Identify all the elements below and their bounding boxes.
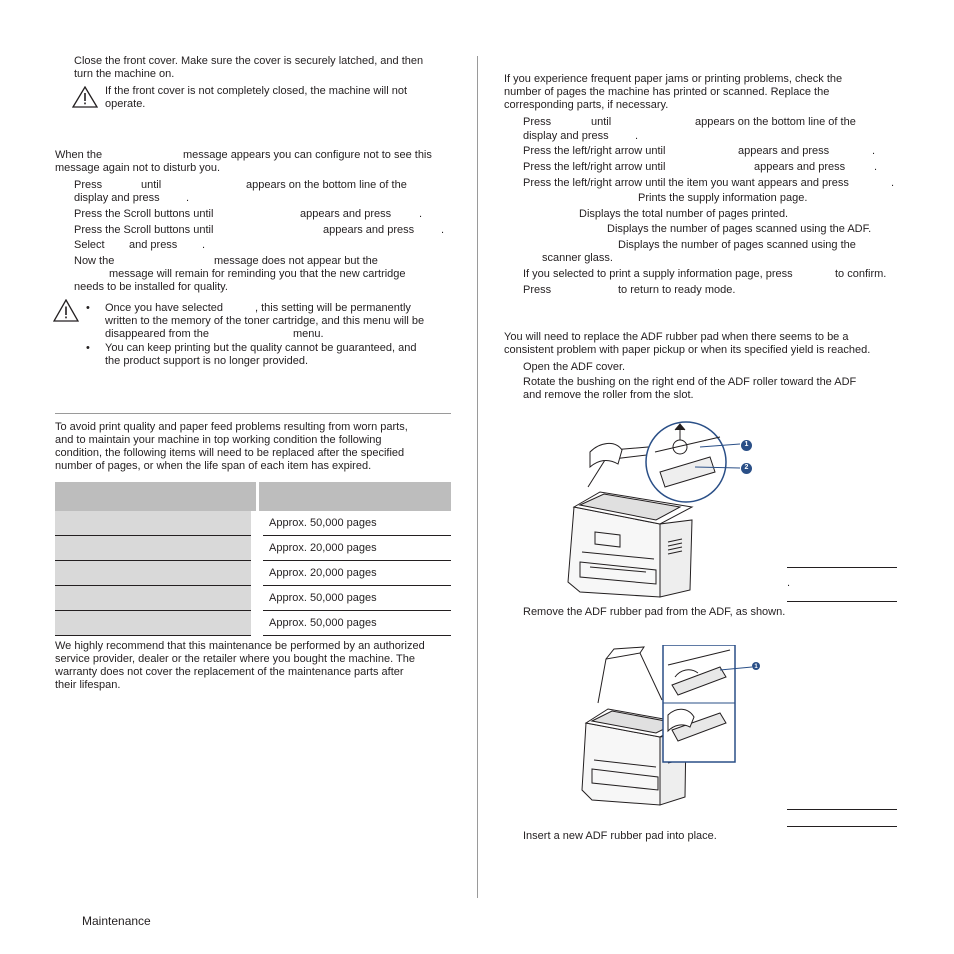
adf-pad-illustration bbox=[580, 645, 755, 810]
recommendation-3: warranty does not cover the replacement of the maintenance parts after bbox=[55, 666, 404, 678]
check-step-confirm: If you selected to print a supply information page, press bbox=[523, 268, 793, 280]
adf-step-open: Open the ADF cover. bbox=[523, 361, 626, 373]
step-display-press: display and press bbox=[74, 192, 160, 204]
step-select: Select bbox=[74, 239, 105, 251]
option-platen-scan-line2: scanner glass. bbox=[542, 252, 613, 264]
recommendation-4: their lifespan. bbox=[55, 679, 121, 691]
check-step-display: display and press bbox=[523, 130, 609, 142]
table-row bbox=[55, 511, 451, 536]
bullet-1-part2: , this setting will be permanently bbox=[255, 302, 411, 314]
table-row bbox=[55, 561, 451, 586]
check-step-period: . bbox=[635, 130, 639, 142]
column-divider bbox=[477, 56, 478, 898]
step-now-the: Now the bbox=[74, 255, 115, 267]
caution-front-cover-line1: If the front cover is not completely closed, the machine will not bbox=[105, 85, 408, 97]
check-intro-2: number of pages the machine has printed or scanned. Replace the bbox=[504, 86, 830, 98]
figure1-label-mark: . bbox=[787, 577, 791, 589]
step-select-press: and press bbox=[129, 239, 178, 251]
adf-step-insert-pad: Insert a new ADF rubber pad into place. bbox=[523, 830, 717, 842]
intro-message-line2: message again not to disturb you. bbox=[55, 162, 221, 174]
step-select-period: . bbox=[202, 239, 206, 251]
recommendation-1: We highly recommend that this maintenance be performed by an authorized bbox=[55, 640, 425, 652]
table-cell-yield: Approx. 50,000 pages bbox=[257, 511, 451, 536]
callout-2-label: 2 bbox=[744, 464, 749, 471]
table-cell-yield: Approx. 50,000 pages bbox=[257, 586, 451, 611]
check-step-arrow-3-period: . bbox=[891, 177, 895, 189]
figure1-label-line bbox=[787, 601, 897, 602]
step-until: until bbox=[141, 179, 162, 191]
intro-message-part1: When the bbox=[55, 149, 103, 161]
check-intro-3: corresponding parts, if necessary. bbox=[504, 99, 669, 111]
bullet-1-line2: written to the memory of the toner cartridge, and this menu will be bbox=[105, 315, 425, 327]
option-supply-info: Prints the supply information page. bbox=[638, 192, 808, 204]
step-now-message: message does not appear but the bbox=[214, 255, 378, 267]
callout-1-label: 1 bbox=[744, 441, 749, 448]
table-cell-yield: Approx. 50,000 pages bbox=[257, 611, 451, 636]
check-step-ready-a: Press bbox=[523, 284, 552, 296]
parts-table bbox=[55, 482, 451, 636]
option-total-pages: Displays the total number of pages printed. bbox=[579, 208, 789, 220]
check-step-arrow-2-period: . bbox=[874, 161, 878, 173]
check-step-arrow-2: Press the left/right arrow until bbox=[523, 161, 666, 173]
adf-step-remove-pad: Remove the ADF rubber pad from the ADF, as shown. bbox=[523, 606, 786, 618]
intro-message-part2: message appears you can configure not to see this bbox=[183, 149, 432, 161]
check-step-ready-b: to return to ready mode. bbox=[618, 284, 736, 296]
step-scroll-2-period: . bbox=[441, 224, 445, 236]
maintenance-intro-4: number of pages, or when the life span of each item has expired. bbox=[55, 460, 372, 472]
step-close-cover-line1: Close the front cover. Make sure the cover is securely latched, and then bbox=[74, 55, 424, 67]
warning-icon bbox=[53, 299, 79, 322]
table-cell-yield: Approx. 20,000 pages bbox=[257, 561, 451, 586]
table-header-row bbox=[55, 482, 451, 511]
table-header-cell bbox=[55, 482, 257, 511]
check-step-arrow-1-period: . bbox=[872, 145, 876, 157]
adf-roller-illustration bbox=[560, 412, 760, 602]
maintenance-intro-2: and to maintain your machine in top working condition the following bbox=[55, 434, 382, 446]
callout-3-label: 1 bbox=[754, 664, 758, 670]
option-platen-scan: Displays the number of pages scanned using the bbox=[618, 239, 856, 251]
check-step-arrow-3: Press the left/right arrow until the item you want appears and press bbox=[523, 177, 849, 189]
step-now-line3: needs to be installed for quality. bbox=[74, 281, 228, 293]
adf-step-rotate-1: Rotate the bushing on the right end of the ADF roller toward the ADF bbox=[523, 376, 857, 388]
step-appears: appears on the bottom line of the bbox=[246, 179, 407, 191]
caution-front-cover-line2: operate. bbox=[105, 98, 146, 110]
check-step-arrow-2-appears: appears and press bbox=[754, 161, 846, 173]
table-row bbox=[55, 586, 451, 611]
table-row bbox=[55, 536, 451, 561]
step-scroll-1-appears: appears and press bbox=[300, 208, 392, 220]
check-step-until: until bbox=[591, 116, 612, 128]
section-rule bbox=[55, 413, 451, 414]
step-scroll-2: Press the Scroll buttons until bbox=[74, 224, 214, 236]
step-scroll-1: Press the Scroll buttons until bbox=[74, 208, 214, 220]
step-scroll-2-appears: appears and press bbox=[323, 224, 415, 236]
maintenance-intro-3: condition, the following items will need to be replaced after the specified bbox=[55, 447, 405, 459]
table-header-cell bbox=[257, 482, 451, 511]
check-step-appears: appears on the bottom line of the bbox=[695, 116, 856, 128]
table-cell-yield: Approx. 20,000 pages bbox=[257, 536, 451, 561]
step-close-cover-line2: turn the machine on. bbox=[74, 68, 175, 80]
bullet-1-part1: Once you have selected bbox=[105, 302, 224, 314]
bullet-1-line3b: menu. bbox=[293, 328, 324, 340]
bullet-1-line3a: disappeared from the bbox=[105, 328, 209, 340]
adf-intro-1: You will need to replace the ADF rubber pad when there seems to be a bbox=[504, 331, 849, 343]
step-press: Press bbox=[74, 179, 103, 191]
option-adf-scan: Displays the number of pages scanned using the ADF. bbox=[607, 223, 872, 235]
figure2-label-line bbox=[787, 826, 897, 827]
bullet-2-line1: You can keep printing but the quality cannot be guaranteed, and bbox=[105, 342, 417, 354]
check-step-confirm-b: to confirm. bbox=[835, 268, 887, 280]
step-scroll-1-period: . bbox=[419, 208, 423, 220]
adf-step-rotate-2: and remove the roller from the slot. bbox=[523, 389, 694, 401]
caution-icon bbox=[72, 86, 98, 108]
check-intro-1: If you experience frequent paper jams or printing problems, check the bbox=[504, 73, 843, 85]
figure1-label-line bbox=[787, 567, 897, 568]
bullet-1-dot: • bbox=[86, 302, 90, 314]
check-step-arrow-1: Press the left/right arrow until bbox=[523, 145, 666, 157]
figure2-label-line bbox=[787, 809, 897, 810]
check-step-arrow-1-appears: appears and press bbox=[738, 145, 830, 157]
bullet-2-line2: the product support is no longer provided. bbox=[105, 355, 309, 367]
bullet-2-dot: • bbox=[86, 342, 90, 354]
table-row bbox=[55, 611, 451, 636]
step-period: . bbox=[186, 192, 190, 204]
check-step-press: Press bbox=[523, 116, 552, 128]
maintenance-intro-1: To avoid print quality and paper feed problems resulting from worn parts, bbox=[55, 421, 408, 433]
step-now-line2: message will remain for reminding you that the new cartridge bbox=[109, 268, 406, 280]
adf-intro-2: consistent problem with paper pickup or when its specified yield is reached. bbox=[504, 344, 871, 356]
footer-section: Maintenance bbox=[82, 914, 151, 928]
recommendation-2: service provider, dealer or the retailer where you bought the machine. The bbox=[55, 653, 415, 665]
